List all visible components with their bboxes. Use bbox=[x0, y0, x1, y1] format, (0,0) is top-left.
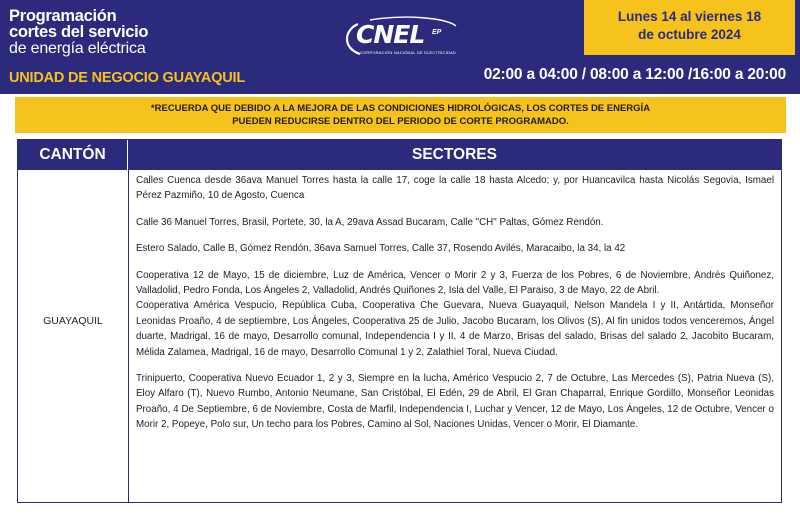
sector-group: Cooperativa 12 de Mayo, 15 de diciembre, Luz de América, Vencer o Morir 2 y 3, Fuerza de los Pobres, 6 de Noviembre, Andrés Quiñonez, Valladolid, Pedro Fonda, Los Ángeles 2, Valladolid, Andrés Quiñones 2, Isla del Valle, El Paraiso, 3 de Mayo, 22 de Abril. bbox=[136, 269, 774, 297]
notice-line-1: *RECUERDA QUE DEBIDO A LA MEJORA DE LAS CONDICIONES HIDROLÓGICAS, LOS CORTES DE ENERGÍA bbox=[150, 103, 651, 114]
page-title bbox=[9, 8, 148, 57]
title-line-2: cortes del servicio bbox=[9, 23, 149, 41]
sector-group: Estero Salado, Calle B, Gómez Rendón, 36ava Samuel Torres, Calle 37, Rosendo Avilés, Maracaibo, la 34, la 42 bbox=[136, 243, 626, 255]
business-unit-label: UNIDAD DE NEGOCIO GUAYAQUIL bbox=[9, 70, 246, 86]
date-range-box bbox=[584, 0, 795, 55]
title-line-3: de energía eléctrica bbox=[9, 40, 146, 57]
sector-group: Cooperativa América Vespucio, República Cuba, Cooperativa Che Guevara, Nueva Guayaquil, Nelson Mandela I y II, Antártida, Monseñor Leonidas Proaño, 4 de septiembre, Los Ángeles, Cooperativa 25 de Julio, Jacobo Bucaram, los Olivos (S), Al fin unidos todos venceremos, Ángel duarte, Madrigal, 16 de mayo, Desarrollo comunal, Independencia I y II, 4 de Marzo, Brisas del salado, Brisas del salado 2, Jacobito Bucaram, Mélida Zalamea, Madrigal, 16 de mayo, Desarrollo Comunal 1 y 2, Zalathiel Toral, Nueva Ciudad. bbox=[136, 300, 774, 358]
column-header-canton: CANTÓN bbox=[18, 140, 128, 170]
cnel-logo bbox=[336, 16, 476, 60]
outage-table bbox=[17, 139, 782, 503]
sector-group: Calle 36 Manuel Torres, Brasil, Portete, 30, la A, 29ava Assad Bucaram, Calle "CH" Paltas, Gómez Rendón. bbox=[136, 216, 604, 228]
logo-suffix: EP bbox=[432, 29, 442, 36]
logo-tagline: CORPORACIÓN NACIONAL DE ELECTRICIDAD bbox=[360, 50, 456, 55]
sectors-cell bbox=[136, 173, 774, 433]
column-header-sectores: SECTORES bbox=[412, 146, 497, 163]
sector-group: Calles Cuenca desde 36ava Manuel Torres hasta la calle 17, coge la calle 18 hasta Alcedo; y, por Huancavilca hasta Nicolás Segovia, Ismael Pérez Pazmiño, 10 de Agosto, Cuenca bbox=[136, 175, 774, 202]
column-divider bbox=[128, 170, 129, 502]
title-line-1: Programación bbox=[9, 7, 117, 25]
sector-group: Trinipuerto, Cooperativa Nuevo Ecuador 1, 2 y 3, Siempre en la lucha, Américo Vespucio 2, 7 de Octubre, Las Mercedes (S), Patria Nueva (S), Eloy Alfaro (T), Nuevo Rumbo, Antonio Neumane, San Cristóbal, El Edén, 29 de Abril, El Gran Chaparral, Enrique Gordillo, Monseñor Leonidas Proaño, 4 De Septiembre, 6 de Noviembre, Costa de Marfil, Independencia I, Luchar y Vencer, 12 de Mayo, Los Ángeles, 12 de Octubre, Vencer o Morir 2, Popeye, Polo sur, Un techo para los Pobres, Camino al Sol, Naciones Unidas, Vencer o Morir, El Diamante. bbox=[136, 373, 774, 431]
logo-name: CNEL bbox=[356, 20, 425, 49]
table-header-row bbox=[18, 140, 781, 170]
header-banner bbox=[0, 0, 800, 94]
date-line-2: de octubre 2024 bbox=[638, 27, 741, 42]
notice-banner bbox=[15, 97, 786, 133]
outage-schedule: 02:00 a 04:00 / 08:00 a 12:00 /16:00 a 20:00 bbox=[483, 66, 786, 83]
canton-cell: GUAYAQUIL bbox=[43, 315, 103, 327]
notice-line-2: PUEDEN REDUCIRSE DENTRO DEL PERIODO DE CORTE PROGRAMADO. bbox=[232, 116, 569, 127]
date-line-1: Lunes 14 al viernes 18 bbox=[617, 9, 762, 24]
